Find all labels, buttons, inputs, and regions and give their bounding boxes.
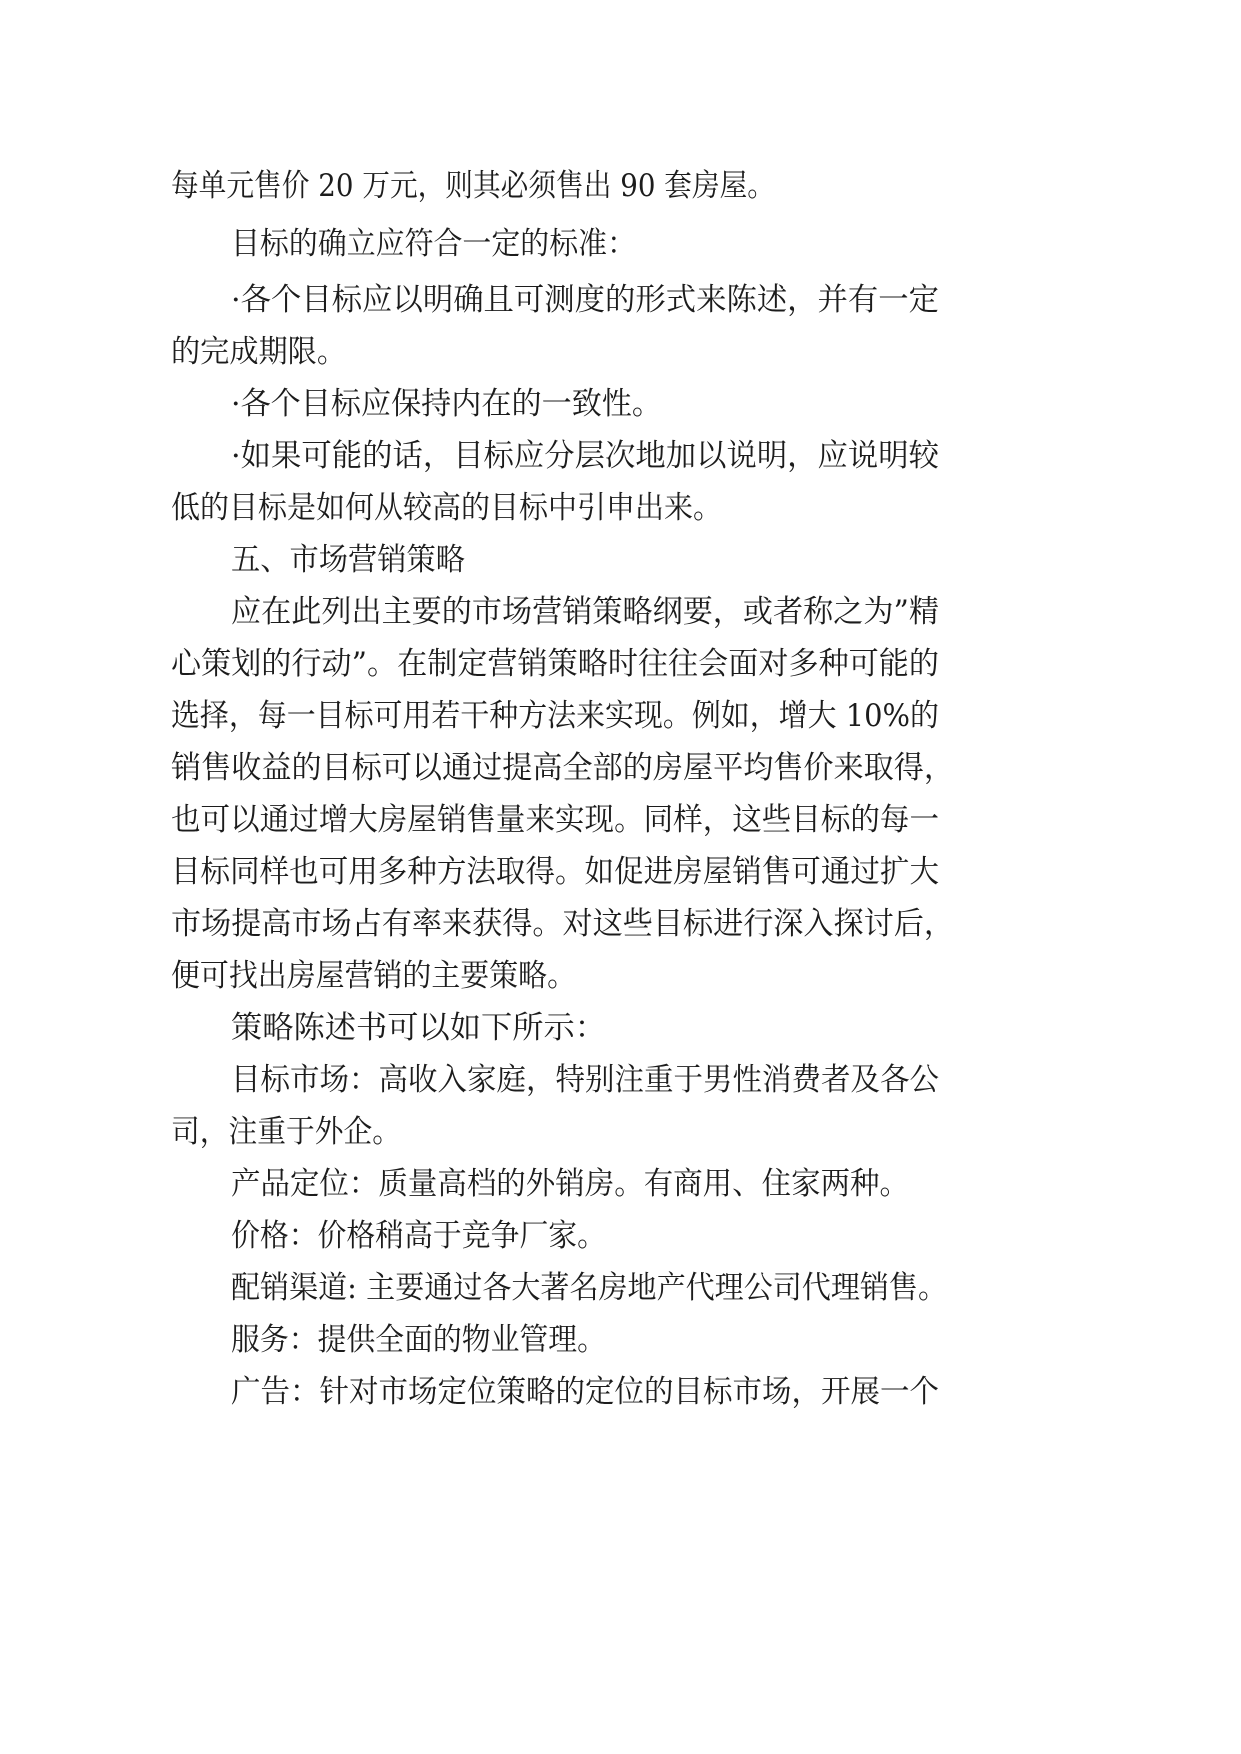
- text-line: 应在此列出主要的市场营销策略纲要，或者称之为”精: [231, 594, 939, 630]
- bullet-line: ·各个目标应以明确且可测度的形式来陈述，并有一定: [231, 282, 939, 318]
- text-line: 的完成期限。: [171, 334, 346, 370]
- text-line: 也可以通过增大房屋销售量来实现。同样，这些目标的每一: [171, 802, 939, 838]
- text-line: 价格：价格稍高于竞争厂家。: [231, 1218, 606, 1254]
- text-line: 市场提高市场占有率来获得。对这些目标进行深入探讨后，: [171, 906, 954, 942]
- bullet-line: ·各个目标应保持内在的一致性。: [231, 386, 662, 422]
- text-line: 选择，每一目标可用若干种方法来实现。例如，增大 10%的: [171, 698, 939, 734]
- text-line: 低的目标是如何从较高的目标中引申出来。: [171, 490, 722, 526]
- text-line: 销售收益的目标可以通过提高全部的房屋平均售价来取得，: [171, 750, 954, 786]
- text-line: 目标的确立应符合一定的标准：: [231, 226, 636, 262]
- text-line: 司，注重于外企。: [171, 1114, 401, 1150]
- bullet-line: ·如果可能的话，目标应分层次地加以说明，应说明较: [231, 438, 939, 474]
- text-line: 广告：针对市场定位策略的定位的目标市场，开展一个: [231, 1374, 939, 1410]
- text-line: 每单元售价 20 万元，则其必须售出 90 套房屋。: [171, 168, 775, 204]
- text-line: 配销渠道: 主要通过各大著名房地产代理公司代理销售。: [231, 1270, 947, 1306]
- text-line: 产品定位：质量高档的外销房。有商用、住家两种。: [231, 1166, 909, 1202]
- text-line: 策略陈述书可以如下所示：: [231, 1010, 606, 1046]
- text-line: 便可找出房屋营销的主要策略。: [171, 958, 576, 994]
- section-heading: 五、市场营销策略: [231, 542, 465, 578]
- text-line: 目标市场：高收入家庭，特别注重于男性消费者及各公: [231, 1062, 939, 1098]
- text-line: 目标同样也可用多种方法取得。如促进房屋销售可通过扩大: [171, 854, 939, 890]
- text-line: 心策划的行动”。在制定营销策略时往往会面对多种可能的: [171, 646, 939, 682]
- text-line: 服务：提供全面的物业管理。: [231, 1322, 606, 1358]
